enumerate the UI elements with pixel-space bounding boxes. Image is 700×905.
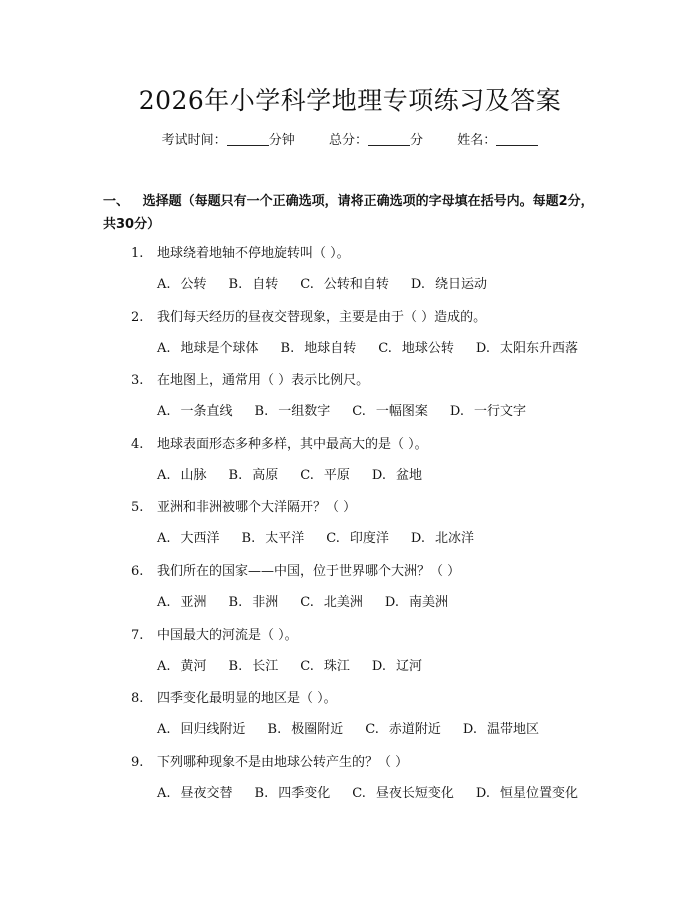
- question-number: 2.: [131, 309, 144, 325]
- question-4: [131, 435, 428, 455]
- option-d: [411, 529, 474, 549]
- option-letter: C.: [300, 595, 314, 610]
- option-text: 一幅图案: [375, 404, 428, 420]
- option-text: 黄河: [180, 658, 207, 674]
- option-letter: A.: [157, 404, 171, 420]
- option-text: 公转和自转: [323, 277, 389, 292]
- option-c: [300, 275, 389, 295]
- section-number: 一、: [103, 194, 130, 209]
- option-text: 一组数字: [278, 404, 331, 420]
- option-letter: C.: [352, 785, 366, 801]
- option-b: [229, 466, 279, 486]
- question-text: 我们所在的国家——中国，位于世界哪个大洲？（ ）: [157, 564, 461, 579]
- option-letter: D.: [475, 340, 490, 356]
- option-text: 高原: [252, 467, 279, 483]
- question-text: 我们每天经历的昼夜交替现象，主要是由于（ ）造成的。: [157, 309, 487, 325]
- option-b: [229, 593, 279, 613]
- option-c: [300, 466, 350, 486]
- name-label: 姓名：: [457, 133, 497, 148]
- option-text: 恒星位置变化: [499, 785, 578, 801]
- option-letter: B.: [228, 467, 243, 483]
- option-text: 地球是个球体: [180, 340, 259, 356]
- question-5: [131, 498, 356, 518]
- question-text: 在地图上，通常用（ ）表示比例尺。: [157, 373, 370, 389]
- option-text: 赤道附近: [388, 722, 441, 738]
- option-text: 公转: [180, 277, 207, 292]
- question-number: 7.: [131, 627, 144, 643]
- option-text: 四季变化: [278, 785, 331, 801]
- time-blank: [227, 131, 269, 146]
- name-blank: [496, 131, 538, 146]
- page-title: 2026年小学科学地理专项练习及答案: [138, 86, 562, 115]
- option-letter: C.: [352, 404, 366, 420]
- option-text: 辽河: [395, 658, 422, 674]
- option-letter: D.: [410, 531, 425, 547]
- option-text: 太阳东升西落: [499, 340, 578, 356]
- option-c: [326, 529, 389, 549]
- question-text: 下列哪种现象不是由地球公转产生的？（ ）: [157, 754, 409, 770]
- time-unit: 分钟: [268, 133, 295, 148]
- option-letter: A.: [157, 531, 171, 547]
- option-text: 自转: [252, 277, 279, 292]
- option-letter: B.: [267, 722, 282, 738]
- option-text: 珠江: [323, 658, 350, 674]
- option-a: [157, 402, 233, 422]
- option-letter: C.: [300, 467, 314, 483]
- option-text: 平原: [323, 467, 350, 483]
- option-b: [242, 529, 305, 549]
- question-text: 地球绕着地轴不停地旋转叫（ ）。: [157, 246, 350, 261]
- question-number: 3.: [131, 373, 144, 389]
- question-number: 6.: [131, 564, 144, 579]
- option-letter: A.: [157, 658, 171, 674]
- option-letter: D.: [371, 467, 386, 483]
- question-6-options: [157, 593, 470, 613]
- option-b: [255, 784, 331, 804]
- option-b: [268, 720, 344, 740]
- option-letter: B.: [228, 658, 243, 674]
- option-b: [255, 402, 331, 422]
- option-c: [300, 657, 350, 677]
- option-text: 长江: [252, 658, 279, 674]
- option-letter: B.: [228, 595, 243, 610]
- option-letter: A.: [157, 277, 171, 292]
- option-text: 北美洲: [323, 595, 363, 610]
- option-d: [372, 466, 422, 486]
- question-text: 四季变化最明显的地区是（ ）。: [157, 691, 337, 707]
- option-a: [157, 339, 259, 359]
- option-letter: C.: [378, 340, 392, 356]
- option-letter: D.: [371, 658, 386, 674]
- option-letter: A.: [157, 722, 171, 738]
- option-a: [157, 720, 246, 740]
- question-2: [131, 308, 486, 328]
- score-blank: [368, 131, 410, 146]
- option-text: 南美洲: [408, 595, 448, 610]
- question-text: 亚洲和非洲被哪个大洋隔开？（ ）: [157, 500, 357, 516]
- option-text: 地球公转: [401, 340, 454, 356]
- option-d: [476, 784, 578, 804]
- option-text: 一行文字: [473, 404, 526, 420]
- option-text: 非洲: [252, 595, 279, 610]
- question-text: 地球表面形态多种多样，其中最高大的是（ ）。: [157, 436, 428, 452]
- option-b: [229, 275, 279, 295]
- option-text: 印度洋: [349, 531, 389, 547]
- option-letter: D.: [449, 404, 464, 420]
- option-letter: C.: [300, 658, 314, 674]
- option-c: [300, 593, 363, 613]
- option-letter: C.: [300, 277, 314, 292]
- option-c: [365, 720, 441, 740]
- option-text: 北冰洋: [434, 531, 474, 547]
- question-3-options: [157, 402, 548, 422]
- question-5-options: [157, 529, 496, 549]
- option-text: 昼夜长短变化: [375, 785, 454, 801]
- question-text: 中国最大的河流是（ ）。: [157, 627, 298, 643]
- option-d: [411, 275, 487, 295]
- option-d: [450, 402, 526, 422]
- option-text: 盆地: [395, 467, 422, 483]
- option-letter: C.: [326, 531, 340, 547]
- exam-meta: [0, 131, 700, 151]
- option-letter: A.: [157, 785, 171, 801]
- option-a: [157, 275, 207, 295]
- option-d: [476, 339, 578, 359]
- option-text: 回归线附近: [180, 722, 246, 738]
- option-c: [352, 402, 428, 422]
- question-number: 9.: [131, 754, 144, 770]
- section-text: 选择题（每题只有一个正确选项，请将正确选项的字母填在括号内。每题2分，共30分）: [103, 194, 594, 232]
- option-text: 绕日运动: [434, 277, 487, 292]
- question-number: 5.: [131, 500, 144, 516]
- question-3: [131, 371, 369, 391]
- score-label: 总分：: [328, 133, 368, 148]
- option-a: [157, 593, 207, 613]
- option-letter: D.: [475, 785, 490, 801]
- option-letter: D.: [410, 277, 425, 292]
- question-9-options: [157, 784, 600, 804]
- option-letter: B.: [254, 785, 269, 801]
- option-letter: A.: [157, 340, 171, 356]
- question-9: [131, 753, 408, 773]
- option-a: [157, 657, 207, 677]
- option-text: 亚洲: [180, 595, 207, 610]
- option-a: [157, 529, 220, 549]
- question-7: [131, 626, 298, 646]
- option-letter: A.: [157, 467, 171, 483]
- option-text: 温带地区: [486, 722, 539, 738]
- option-b: [281, 339, 357, 359]
- option-text: 昼夜交替: [180, 785, 233, 801]
- option-letter: C.: [365, 722, 379, 738]
- option-text: 山脉: [180, 467, 207, 483]
- option-text: 一条直线: [180, 404, 233, 420]
- option-text: 极圈附近: [291, 722, 344, 738]
- option-letter: B.: [280, 340, 295, 356]
- question-1: [131, 244, 350, 264]
- question-number: 1.: [131, 246, 144, 261]
- option-d: [385, 593, 448, 613]
- section-heading: [103, 190, 595, 236]
- option-letter: A.: [157, 595, 171, 610]
- question-8: [131, 689, 337, 709]
- option-a: [157, 466, 207, 486]
- question-4-options: [157, 466, 444, 486]
- option-c: [378, 339, 454, 359]
- question-6: [131, 562, 460, 582]
- option-b: [229, 657, 279, 677]
- option-a: [157, 784, 233, 804]
- option-c: [352, 784, 454, 804]
- option-letter: B.: [254, 404, 269, 420]
- time-label: 考试时间：: [161, 133, 227, 148]
- option-letter: D.: [462, 722, 477, 738]
- question-number: 4.: [131, 436, 144, 452]
- question-2-options: [157, 339, 600, 359]
- option-d: [372, 657, 422, 677]
- question-8-options: [157, 720, 561, 740]
- score-unit: 分: [410, 133, 424, 148]
- option-text: 大西洋: [180, 531, 220, 547]
- option-letter: B.: [241, 531, 256, 547]
- question-number: 8.: [131, 691, 144, 707]
- question-7-options: [157, 657, 444, 677]
- option-d: [463, 720, 539, 740]
- option-letter: B.: [228, 277, 243, 292]
- option-letter: D.: [384, 595, 399, 610]
- option-text: 地球自转: [304, 340, 357, 356]
- question-1-options: [157, 275, 509, 295]
- option-text: 太平洋: [265, 531, 305, 547]
